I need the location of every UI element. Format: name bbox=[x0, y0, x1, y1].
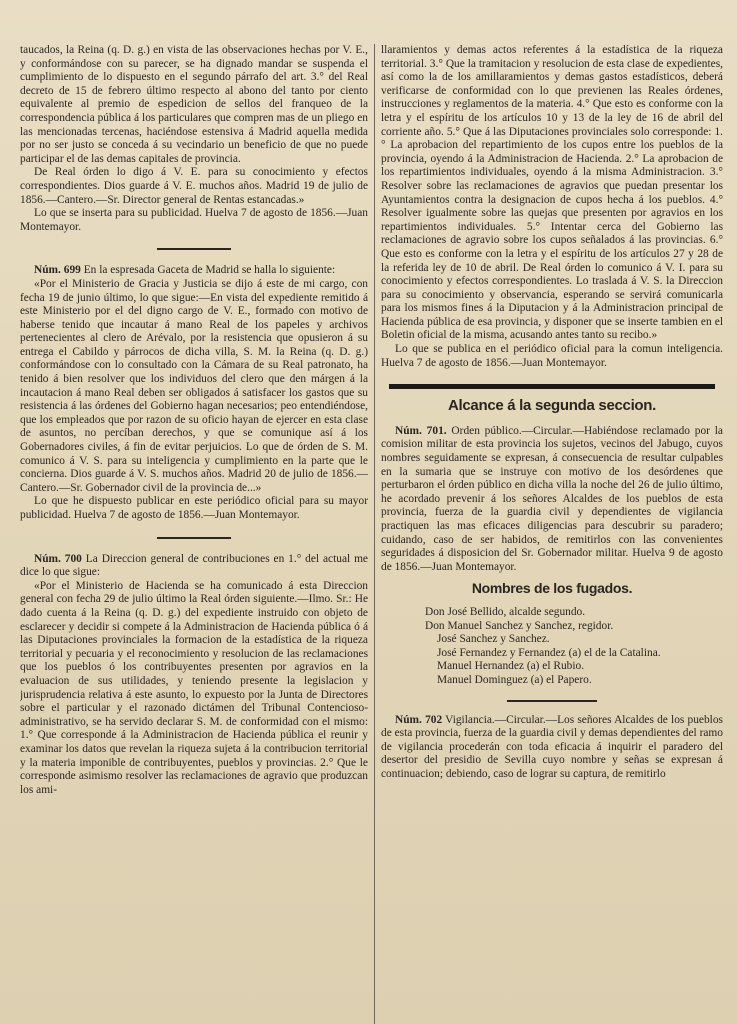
list-item: Manuel Hernandez (a) el Rubio. bbox=[437, 660, 585, 673]
paragraph-intro: taucados, la Reina (q. D. g.) en vista de las observaciones hechas por V. E., y conformándose con su parecer, se ha dignado mandar se suspenda el cumplimiento de lo dispuesto en el segundo párrafo del art. 3.° del Real decreto de 15 de febrero último respecto al abono del tanto por ciento equivalente al premio de espedicion de sellos del franqueo de la correspondencia pública á los particulares que compren mas de un pliego en las mencionadas tercenas, haciéndose estensiva á Madrid aquella medida por no ser justo se conceda á su vecindario un beneficio de que no puede participar el de las demas capitales de provincia. bbox=[20, 44, 368, 165]
section-title: Alcance á la segunda seccion. bbox=[447, 397, 657, 415]
article-702-body: Vigilancia.—Circular.—Los señores Alcaldes de los pueblos de esta provincia, fuerza de la guardia civil y demas dependientes del ramo de vigilancia procederán con toda eficacia á inquirir el paradero del desertor del presidio de Sevilla cuyo nombre y señas se expresan á continuacion; debiendo, caso de lograr su captura, de remitirlo bbox=[381, 713, 723, 780]
article-699-publicacion: Lo que he dispuesto publicar en este periódico oficial para su mayor publicidad. Huelva 7 de agosto de 1856.—Juan Montemayor. bbox=[20, 495, 368, 521]
paragraph-real-orden: De Real órden lo digo á V. E. para su conocimiento y efectos correspondientes. Dios guarde á V. E. muchos años. Madrid 19 de julio de 1856.—Cantero.—Sr. Director general de Rentas estancadas.» bbox=[20, 166, 368, 206]
section-divider bbox=[507, 700, 597, 702]
article-701 bbox=[381, 425, 723, 575]
list-item: Don José Bellido, alcalde segundo. bbox=[425, 605, 586, 618]
fugados-list bbox=[425, 606, 723, 688]
article-number: Núm. 702 bbox=[395, 713, 443, 726]
article-number: Núm. 699 bbox=[34, 264, 81, 277]
right-column bbox=[381, 44, 723, 1024]
article-699 bbox=[20, 264, 368, 278]
paragraph-publicacion: Lo que se inserta para su publicidad. Huelva 7 de agosto de 1856.—Juan Montemayor. bbox=[20, 207, 368, 233]
section-divider bbox=[157, 537, 231, 539]
section-heavy-divider bbox=[389, 384, 715, 389]
article-heading: En la espresada Gaceta de Madrid se halla lo siguiente: bbox=[83, 264, 336, 277]
article-702 bbox=[381, 714, 723, 782]
section-divider bbox=[157, 248, 231, 250]
list-item: Don Manuel Sanchez y Sanchez, regidor. bbox=[425, 619, 614, 632]
list-item: Manuel Dominguez (a) el Papero. bbox=[437, 673, 592, 686]
article-700-publicacion: Lo que se publica en el periódico oficial para la comun inteligencia. Huelva 7 de agosto de 1856.—Juan Montemayor. bbox=[381, 343, 723, 369]
article-heading: La Direccion general de contribuciones en 1.° del actual me dice lo que sigue: bbox=[20, 552, 368, 579]
column-divider bbox=[374, 44, 375, 1024]
fugados-title: Nombres de los fugados. bbox=[471, 580, 633, 597]
article-number: Núm. 701. bbox=[395, 424, 447, 437]
article-700-body: «Por el Ministerio de Hacienda se ha comunicado á esta Direccion general con fecha 29 de julio último la Real órden siguiente.—Ilmo. Sr.: He dado cuenta á la Reina (q. D. g.) del expediente instruido con objeto de esclarecer y decidir si compete á la Administracion de Hacienda pública ó á las Diputaciones provinciales la formacion de la estadística de la riqueza territorial y pecuaria y el reconocimiento y resolucion de las reclamaciones que los pueblos ó los contribuyentes presenten por agravios en la evaluacion de sus utilidades, y teniendo presente la legislacion y jurisprudencia relativa á este asunto, lo expuesto por la Junta de Directores sobre el particular y el razonado dictámen del Tribunal Contencioso-administrativo, se ha servido declarar S. M. de conformidad con el mismo: 1.° Que corresponde á la Administracion de Hacienda pública el reunir y examinar los datos que revelan la riqueza sujeta á la contribucion territorial y la materia imponible de contribuyentes, pueblos y provincias. 2.° Que le corresponde asimismo resolver las reclamaciones de agravio que produzcan los ami- bbox=[20, 579, 368, 796]
left-column bbox=[20, 44, 368, 1024]
list-item: José Fernandez y Fernandez (a) el de la Catalina. bbox=[437, 646, 661, 659]
article-number: Núm. 700 bbox=[34, 552, 82, 565]
list-item: José Sanchez y Sanchez. bbox=[437, 633, 550, 646]
article-699-body: «Por el Ministerio de Gracia y Justicia se dijo á este de mi cargo, con fecha 19 de junio último, lo que sigue:—En vista del expediente remitido á este Ministerio por el del digno cargo de V. E., formado con motivo de haberse tenido que incautar á mano Real de los papeles y archivos pertenecientes al clero de Arévalo, por la resistencia que opusieron á su entrega el Cabildo y párrocos de dicha villa, S. M. la Reina (q. D. g.) conformándose con lo consultado con la Cámara de su Real patronato, ha tenido á bien resolver que los individuos del clero que den márgen á la incautacion á mano Real deben ser obligados á satisfacer los gastos que su resistencia á las órdenes del Gobierno hagan necesarios; peo entendiéndose, que los empleados que por razon de su oficio hayan de ejercer en esta clase de asuntos, no percíban derechos, y que se comunique así á los Gobernadores civiles, á fin de evitar perjuicios. Lo que de órden de S. M. comunico á V. S. para su inteligencia y cumplimiento en la parte que le concierna. Dios guarde á V. S. muchos años. Madrid 20 de julio de 1856.—Cantero.—Sr. Gobernador civil de la provincia de...» bbox=[20, 277, 368, 494]
article-700 bbox=[20, 553, 368, 580]
article-700-continuation: llaramientos y demas actos referentes á la estadística de la riqueza territorial. 3.° Que la tramitacion y resolucion de esta clase de expedientes, así como la de los amillaramientos y demas gastos estadísticos, deberá verificarse de conformidad con lo que previenen las Reales órdenes, instrucciones y reglamentos de la materia. 4.° Que esto es conforme con la letra y el espíritu de los artículos 10 y 13 de la ley de 16 de abril del corriente año. 5.° Que á las Diputaciones provinciales solo corresponde: 1.° La aprobacion del repartimiento de los cupos entre los pueblos de la provincia, oyendo á la Administracion de Hacienda. 2.° La aprobacion de los repartimientos individuales, oyendo á la misma Administracion. 3.° Resolver sobre las reclamaciones de agravios que puedan presentar los Ayuntamientos contra la designacion de cupos hecha á los pueblos. 4.° Resolver igualmente sobre las quejas que presenten por agravios en los repartimientos individuales. 5.° Intentar cerca del Gobierno las reclamaciones de agravio sobre los cupos señalados á las provincias. 6.° Que esto es conforme con la letra y el espíritu de los artículos 27 y 28 de la referida ley de 10 de abril. De Real órden lo comunico á V. I. para su conocimiento y efectos correspondientes. Lo traslada á V. S. la Direccion para su conocimiento y observancia, esperando se servirá comunicarla para los mismos fines á la Diputacion y á la Administracion principal de Hacienda pública de esa provincia, y disponer que se inserte tambien en el Boletin oficial de la misma, acusando antes tanto su recibo.» bbox=[381, 44, 723, 342]
article-701-body: Orden público.—Circular.—Habiéndose reclamado por la comision militar de esta provincia los sujetos, vecinos del Jabugo, cuyos nombres seguidamente se expresan, á consecuencia de resultar culpables en la sumaria que se instruye con motivo de los desórdenes que perturbaron el órden público en dicha villa la noche del 26 de julio último, he acordado prevenir á los señores Alcaldes de los pueblos de esta provincia, fuerza de la guardia civil y dependientes de vigilancia practiquen las mas eficaces diligencias para descubrir su paradero; cuidando, caso de ser habidos, de remitirlos con las convenientes seguridades á disposicion del Sr. Gobernador militar. Huelva 9 de agosto de 1856.—Juan Montemayor. bbox=[381, 424, 723, 573]
